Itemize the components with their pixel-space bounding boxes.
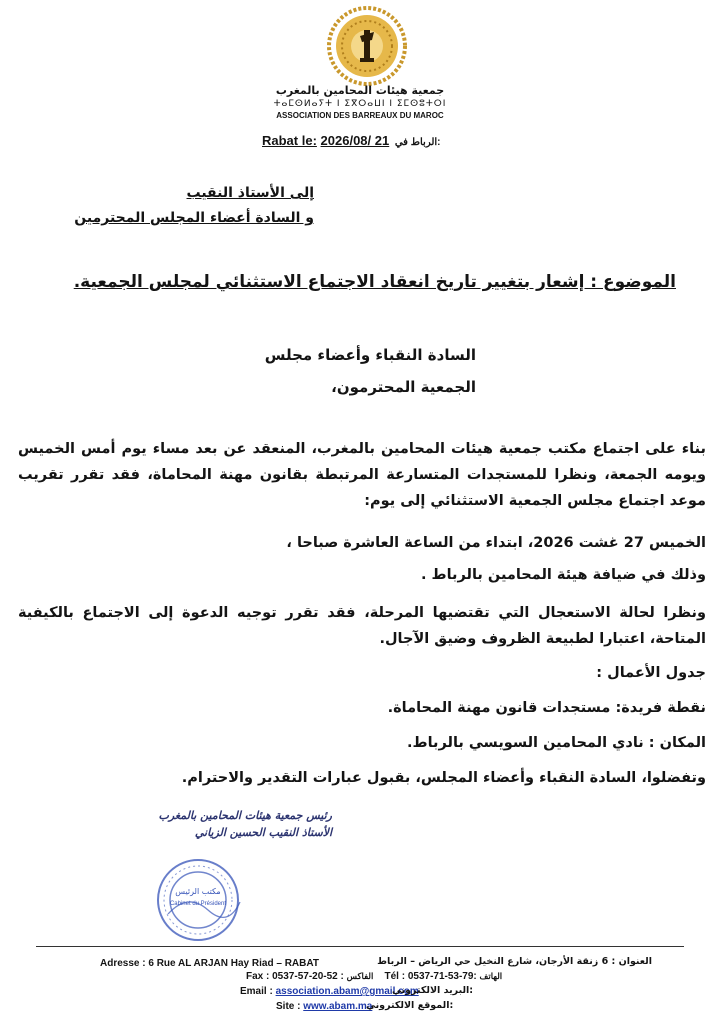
greeting-line-1: السادة النقباء وأعضاء مجلس — [264, 346, 476, 364]
fax-label-arabic: الفاكس — [346, 971, 374, 981]
fax-number: Fax : 0537-57-20-52 : — [246, 971, 344, 982]
email-link[interactable]: association.abam@gmail.com — [275, 986, 419, 997]
site-line — [276, 1001, 372, 1012]
association-name-arabic: جمعية هيئات المحامين بالمغرب — [275, 84, 445, 97]
body-intro-paragraph: بناء على اجتماع مكتب جمعية هيئات المحامين بالمغرب، المنعقد عن بعد مساء يوم أمس الخميس ويومه الجمعة، ونظرا للمستجدات المتسارعة المرتبطة بقانون مهنة المحاماة، فقد تقرر تقريب موعد اجتماع مجلس الجمعية الاستثنائي إلى يوم: — [18, 441, 706, 509]
official-stamp — [148, 852, 248, 948]
association-logo — [322, 6, 412, 96]
site-link[interactable]: www.abam.ma — [303, 1001, 373, 1012]
site-label: Site : — [276, 1001, 301, 1012]
stamp-text-arabic: مكتب الرئيس — [175, 887, 221, 896]
letter-subject: الموضوع : إشعار بتغيير تاريخ انعقاد الاجتماع الاستثنائي لمجلس الجمعية. — [73, 272, 676, 292]
tel-number: Tél : 0537-71-53-79: — [384, 971, 477, 982]
recipient-line-1: إلى الأستاذ النقيب — [186, 185, 314, 201]
closing-formula: وتفضلوا، السادة النقباء وأعضاء المجلس، بقبول عبارات التقدير والاحترام. — [181, 770, 706, 786]
date-line — [262, 133, 441, 148]
association-logo-icon — [322, 6, 412, 96]
stamp-text-french: Cabinet du Président — [169, 901, 227, 907]
meeting-venue: وذلك في ضيافة هيئة المحامين بالرباط . — [421, 567, 706, 583]
signatory-name: الأستاذ النقيب الحسين الزياني — [194, 826, 332, 839]
association-name-tifinagh: ⵜⴰⵎⵙⵍⴰⵢⵜ ⵏ ⵉⴳⵔⴰⵡⵏ ⵏ ⵉⵎⵙⵓⵜⵔⵏ — [273, 99, 447, 109]
recipient-line-2: و السادة أعضاء المجلس المحترمين — [74, 210, 314, 226]
greeting-line-2: الجمعية المحترمون، — [331, 378, 476, 396]
date-label: Rabat le: — [262, 133, 317, 148]
association-name-french: ASSOCIATION DES BARREAUX DU MAROC — [276, 111, 444, 120]
agenda-title: جدول الأعمال : — [596, 665, 706, 681]
date-value: 2026/08/ 21 — [320, 133, 390, 148]
stamp-icon — [148, 852, 248, 948]
site-label-arabic: :الموقع الالكتروني — [366, 1000, 454, 1011]
agenda-point: نقطة فريدة: مستجدات قانون مهنة المحاماة. — [387, 700, 706, 716]
address-arabic: العنوان : 6 زنقة الأرجان، شارع النخيل حي الرياض – الرباط — [377, 956, 652, 967]
address-french: Adresse : 6 Rue AL ARJAN Hay Riad – RABAT — [100, 958, 319, 969]
tel-label-arabic: الهاتف — [479, 971, 503, 981]
footer-divider — [36, 946, 684, 947]
date-label-arabic: الرباط في: — [394, 137, 441, 148]
urgency-paragraph: ونظرا لحالة الاستعجال التي تقتضيها المرحلة، فقد تقرر توجيه الدعوة إلى الاجتماع بالكيفية المتاحة، اعتبارا لطبيعة الظروف وضيق الآجال. — [18, 605, 706, 647]
email-label: Email : — [240, 986, 273, 997]
email-label-arabic: :البريد الالكتروني — [392, 985, 474, 996]
phone-fax-line — [246, 971, 502, 982]
meeting-date: الخميس 27 غشت 2026، ابتداء من الساعة العاشرة صباحا ، — [286, 535, 706, 551]
signatory-title: رئيس جمعية هيئات المحامين بالمغرب — [158, 809, 332, 822]
meeting-place: المكان : نادي المحامين السويسي بالرباط. — [407, 735, 706, 751]
